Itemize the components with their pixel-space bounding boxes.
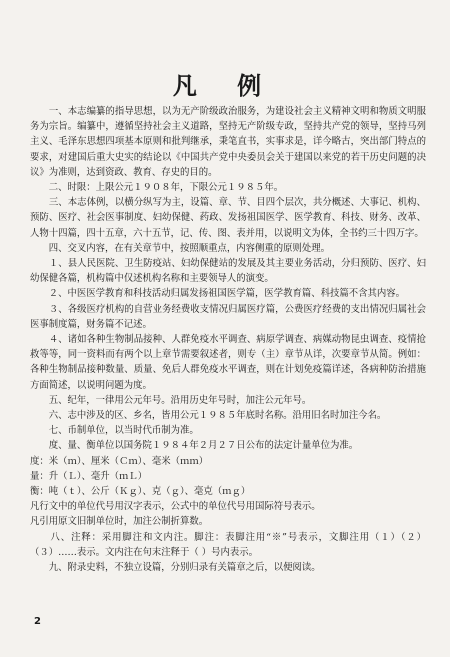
page-number: 2: [34, 616, 41, 627]
body-text: 一、本志编纂的指导思想，以为无产阶级政治服务，为建设社会主义精神文明和物质文明服务为宗旨。编纂中，遵循坚持社会主义道路，坚持无产阶级专政，坚持共产党的领导，坚持马列主义、毛泽东思想四项基本原则和批判继承，秉笔直书，实事求是，详今略古，突出部门特点的要求，对建国后重大史实的结论以《中国共产党中央委员会关于建国以来党的若干历史问题的决议》为准则，达到资政、教育、存史的目的。 二、时限：上限公元１９０８年，下限公元１９８５年。 三、本志体例，以横分纵写为主，设篇、章、节、目四个层次，共分概述、大事记、机构、预防、医疗、社会医事制度、妇幼保健、药政、发扬祖国医学、医学教育、科技、财务、改革、人物十四篇，四十五章，六十五节，记、传、图、表并用，以说明文为体，全书约三十四万字。 四、交叉内容，在有关章节中，按照顺重点，内容侧重的原则处理。 １、县人民医院、卫生防疫站、妇幼保健站的发展及其主要业务活动，分归预防、医疗、妇幼保健各篇，机构篇中仅述机构名称和主要领导人的演变。 ２、中医医学教育和科技活动归属发扬祖国医学篇，医学教育篇、科技篇不含其内容。 ３、各级医疗机构的自营业务经费收支情况归属医疗篇，公费医疗经费的支出情况归属社会医事制度篇，财务篇不记述。 ４、诸如各种生物制品接种、人群免疫水平调查、病原学调查、病媒动物昆虫调查、疫情抢救等等，同一资料而有两个以上章节需要叙述者，则专（主）章节从详，次要章节从简。例如：各种生物制品接种数量、质量、免后人群免疫水平调查，则在计划免疫篇详述，各病种防治措施方面简述，以说明问题为度。 五、纪年，一律用公元年号。沿用历史年号时，加注公元年号。 六、志中涉及的区、乡名，皆用公元１９８５年底时名称。沿用旧名时加注今名。 七、币制单位，以当时代币制为准。 度、量、衡单位以国务院１９８４年２月２７日公布的法定计量单位为准。 度：米（ｍ）、厘米（Ｃｍ）、毫米（ｍｍ） 量：升（Ｌ）、毫升（ｍＬ） 衡：吨（ｔ）、公斤（Ｋｇ）、克（ｇ）、毫克（ｍｇ） 凡行文中的单位代号用汉字表示，公式中的单位代号用国际符号表示。 凡引用原文旧制单位时，加注公制折算数。 八、注释：采用脚注和文内注。脚注：表脚注用“※”号表示，文脚注用（１）（２）（３）……表示。文内注在句末注释于（ ）号内表示。 九、附录史料，不独立设篇，分别归录有关篇章之后，以便阅读。: [30, 106, 426, 574]
page-title: 凡 例: [172, 71, 278, 100]
